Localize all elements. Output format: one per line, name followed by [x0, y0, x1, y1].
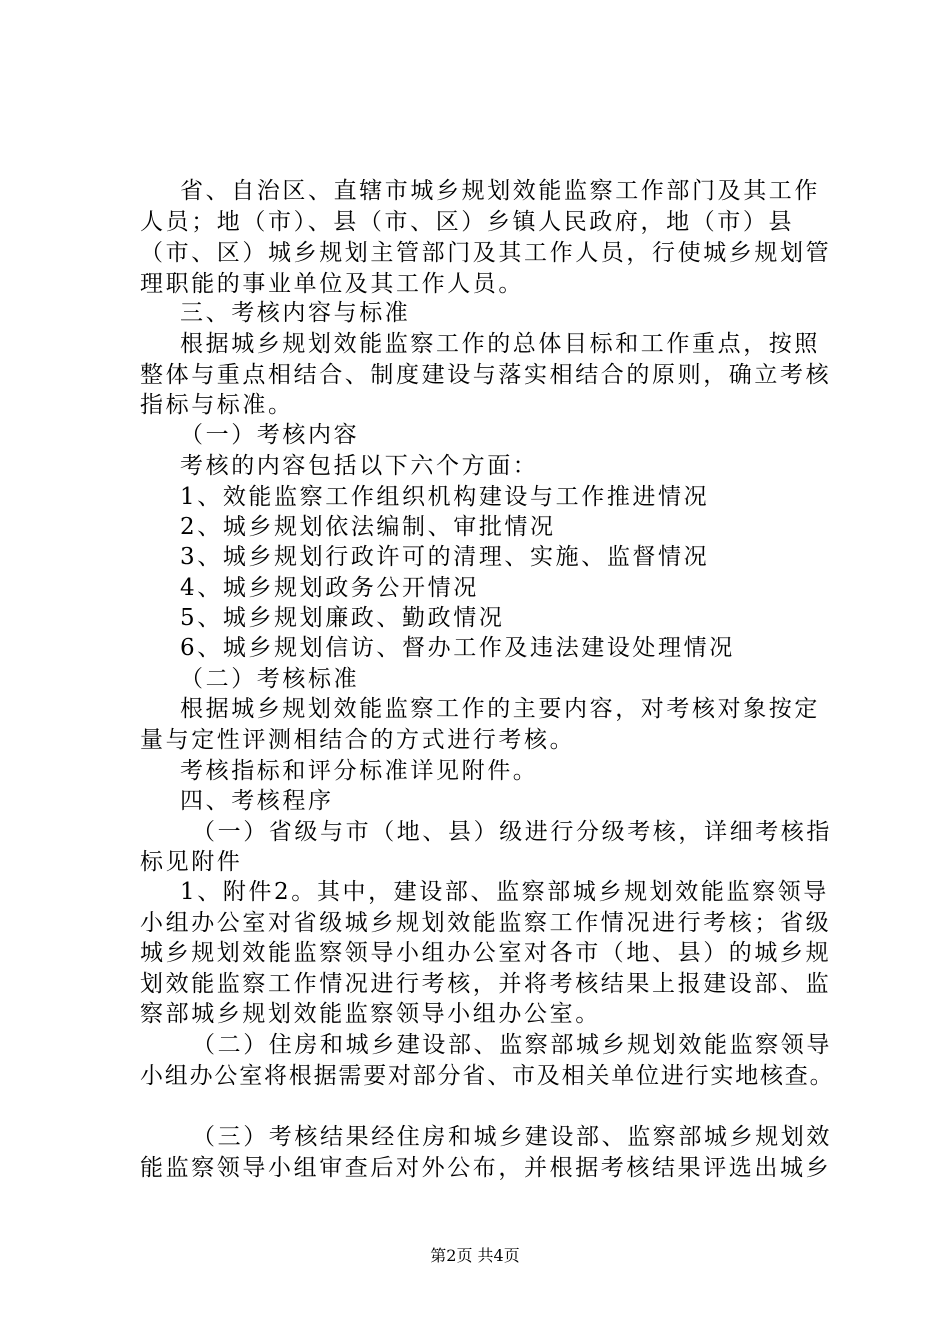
paragraph-line: 能监察领导小组审查后对外公布，并根据考核结果评选出城乡 [140, 1155, 832, 1181]
page-footer: 第2页 共4页 [430, 1246, 520, 1265]
list-item: 2、城乡规划依法编制、审批情况 [180, 514, 556, 540]
section-heading: 三、考核内容与标准 [180, 300, 411, 326]
paragraph-line: 考核的内容包括以下六个方面： [180, 453, 539, 479]
subsection-heading: （一）考核内容 [180, 422, 360, 448]
list-item: 3、城乡规划行政许可的清理、实施、监督情况 [180, 544, 710, 570]
paragraph-line: 1、附件2。其中，建设部、监察部城乡规划效能监察领导 [180, 879, 829, 905]
paragraph-line: 省、自治区、直辖市城乡规划效能监察工作部门及其工作 [180, 178, 820, 204]
paragraph-line: 小组办公室对省级城乡规划效能监察工作情况进行考核；省级 [140, 910, 832, 936]
paragraph-line: 小组办公室将根据需要对部分省、市及相关单位进行实地核查。 [140, 1063, 835, 1089]
paragraph-line: 标见附件 [140, 849, 243, 875]
paragraph-line: 量与定性评测相结合的方式进行考核。 [140, 727, 576, 753]
paragraph-line: （一）省级与市（地、县）级进行分级考核，详细考核指 [192, 819, 832, 845]
paragraph-line: （市、区）城乡规划主管部门及其工作人员，行使城乡规划管 [140, 240, 832, 266]
paragraph-line: 整体与重点相结合、制度建设与落实相结合的原则，确立考核 [140, 362, 832, 388]
list-item: 5、城乡规划廉政、勤政情况 [180, 605, 505, 631]
paragraph-line: （三）考核结果经住房和城乡建设部、监察部城乡规划效 [192, 1124, 832, 1150]
paragraph-line: 理职能的事业单位及其工作人员。 [140, 271, 524, 297]
paragraph-line: 划效能监察工作情况进行考核，并将考核结果上报建设部、监 [140, 971, 832, 997]
paragraph-line: 根据城乡规划效能监察工作的总体目标和工作重点，按照 [180, 331, 820, 357]
paragraph-line: （二）住房和城乡建设部、监察部城乡规划效能监察领导 [192, 1032, 832, 1058]
paragraph-line: 指标与标准。 [140, 392, 294, 418]
paragraph-line: 城乡规划效能监察领导小组办公室对各市（地、县）的城乡规 [140, 940, 832, 966]
list-item: 4、城乡规划政务公开情况 [180, 575, 479, 601]
subsection-heading: （二）考核标准 [180, 666, 360, 692]
list-item: 1、效能监察工作组织机构建设与工作推进情况 [180, 484, 710, 510]
paragraph-line: 察部城乡规划效能监察领导小组办公室。 [140, 1001, 601, 1027]
paragraph-line: 人员；地（市）、县（市、区）乡镇人民政府，地（市）县 [140, 209, 795, 235]
paragraph-line: 考核指标和评分标准详见附件。 [180, 758, 539, 784]
paragraph-line: 根据城乡规划效能监察工作的主要内容，对考核对象按定 [180, 696, 820, 722]
section-heading: 四、考核程序 [180, 788, 334, 814]
list-item: 6、城乡规划信访、督办工作及违法建设处理情况 [180, 635, 735, 661]
